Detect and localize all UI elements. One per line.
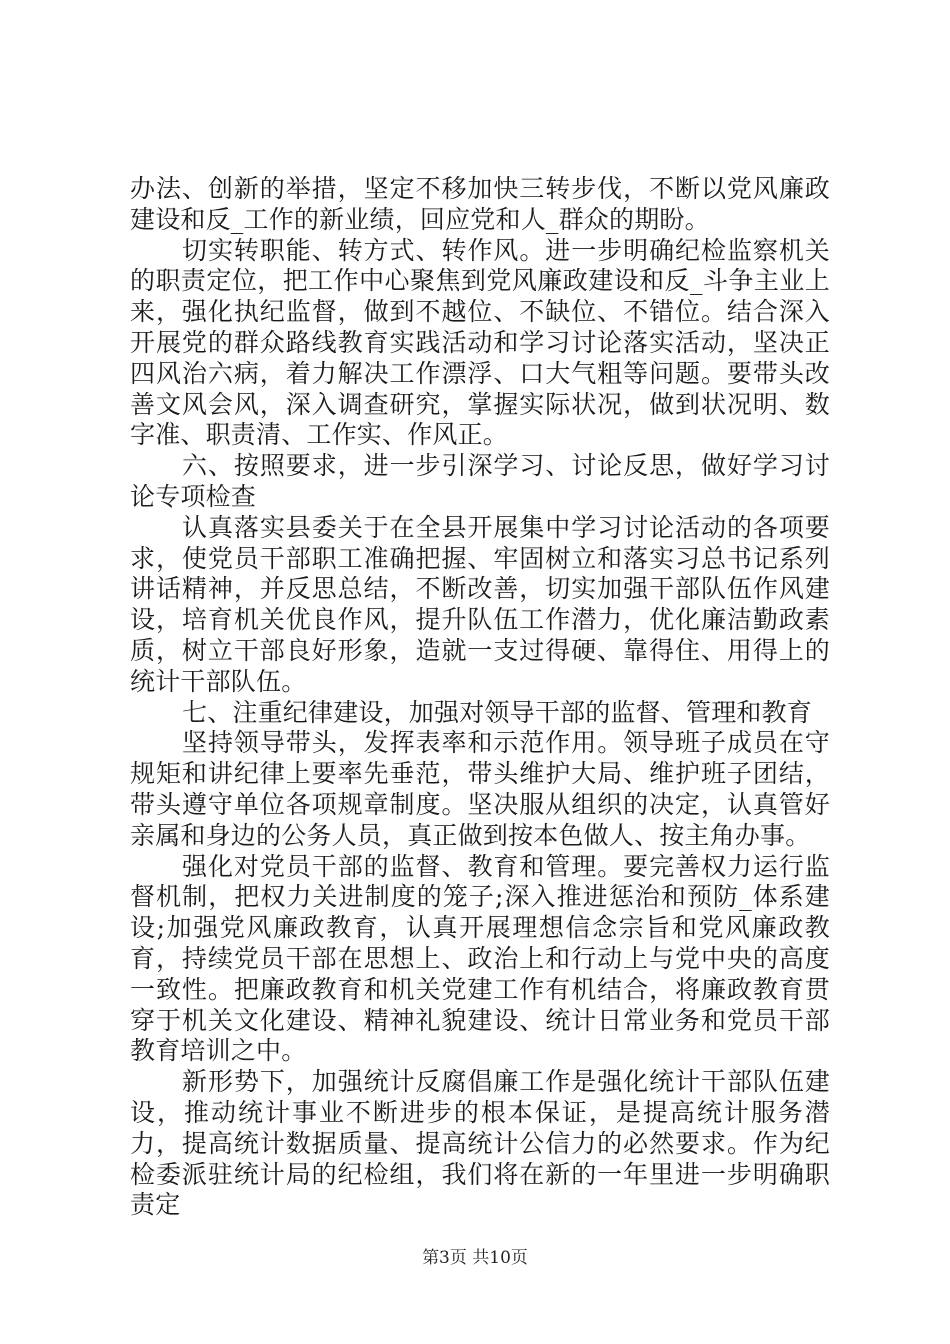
page-number-footer: 第3页 共10页 [422,1248,528,1268]
paragraph: 切实转职能、转方式、转作风。进一步明确纪检监察机关的职责定位，把工作中心聚焦到党风廉政建设和反_斗争主业上来，强化执纪监督，做到不越位、不缺位、不错位。结合深入开展党的群众路线教育实践活动和学习讨论落实活动，坚决正四风治六病，着力解决工作漂浮、口大气粗等问题。要带头改善文风会风，深入调查研究，掌握实际状况，做到状况明、数字准、职责清、工作实、作风正。 [130,235,830,450]
paragraph: 强化对党员干部的监督、教育和管理。要完善权力运行监督机制，把权力关进制度的笼子;深入推进惩治和预防_体系建设;加强党风廉政教育，认真开展理想信念宗旨和党风廉政教育，持续党员干部在思想上、政治上和行动上与党中央的高度一致性。把廉政教育和机关党建工作有机结合，将廉政教育贯穿于机关文化建设、精神礼貌建设、统计日常业务和党员干部教育培训之中。 [130,851,830,1066]
section-heading: 七、注重纪律建设，加强对领导干部的监督、管理和教育 [182,697,813,727]
section-heading: 六、按照要求，进一步引深学习、讨论反思，做好学习讨论专项检查 [130,451,830,511]
paragraph: 办法、创新的举措，坚定不移加快三转步伐，不断以党风廉政建设和反_工作的新业绩，回应党和人_群众的期盼。 [130,174,830,234]
document-body [130,174,830,1221]
paragraph: 新形势下，加强统计反腐倡廉工作是强化统计干部队伍建设，推动统计事业不断进步的根本保证，是提高统计服务潜力，提高统计数据质量、提高统计公信力的必然要求。作为纪检委派驻统计局的纪检组，我们将在新的一年里进一步明确职责定 [130,1067,830,1220]
paragraph: 认真落实县委关于在全县开展集中学习讨论活动的各项要求，使党员干部职工准确把握、牢固树立和落实习总书记系列讲话精神，并反思总结，不断改善，切实加强干部队伍作风建设，培育机关优良作风，提升队伍工作潜力，优化廉洁勤政素质，树立干部良好形象，造就一支过得硬、靠得住、用得上的统计干部队伍。 [130,512,830,696]
paragraph: 坚持领导带头，发挥表率和示范作用。领导班子成员在守规矩和讲纪律上要率先垂范，带头维护大局、维护班子团结，带头遵守单位各项规章制度。坚决服从组织的决定，认真管好亲属和身边的公务人员，真正做到按本色做人、按主角办事。 [130,728,830,850]
